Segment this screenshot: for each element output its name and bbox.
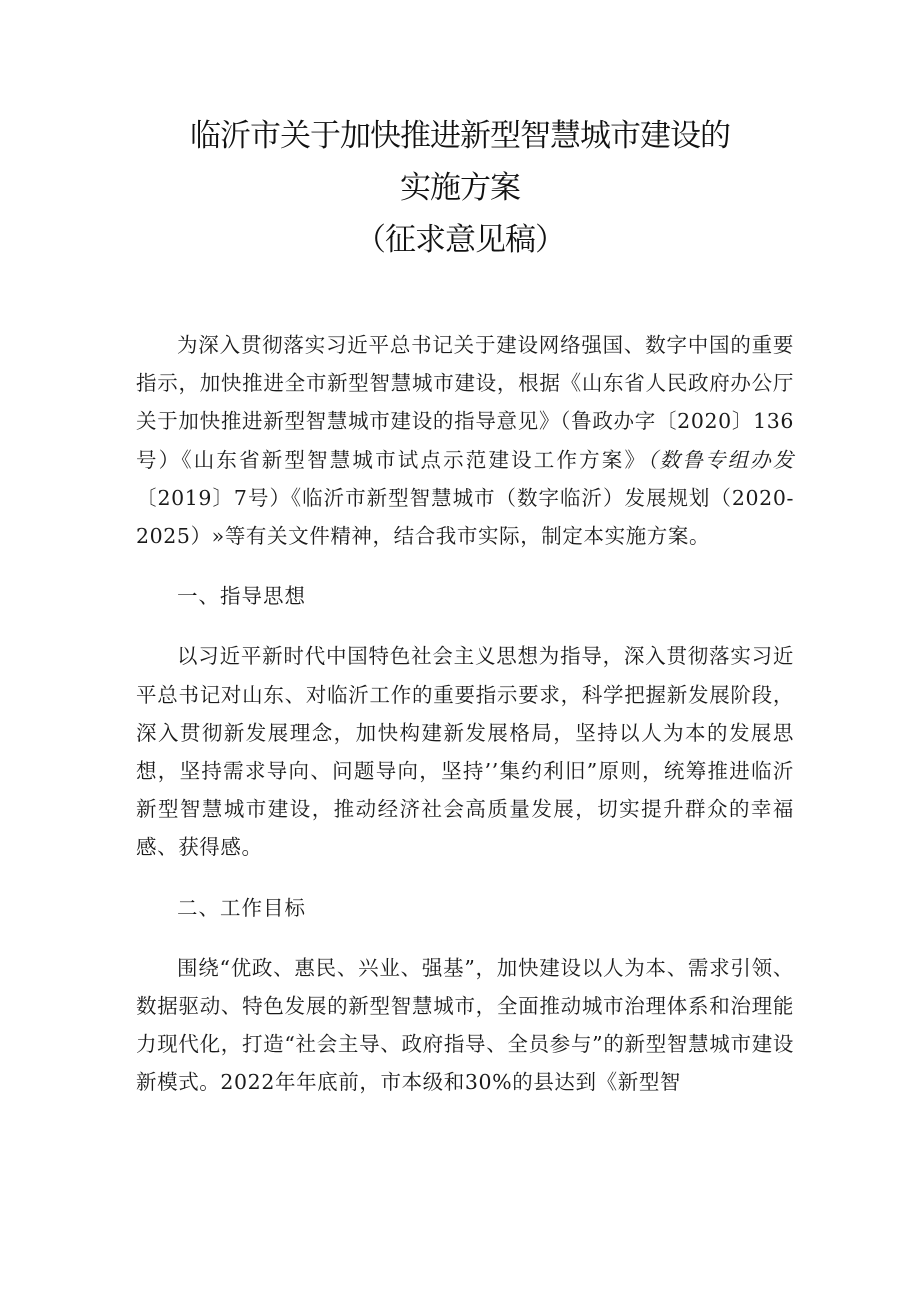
intro-text-italic: （数鲁专组办发 <box>647 447 794 472</box>
intro-paragraph <box>136 326 794 555</box>
title-line-1: 临沂市关于加快推进新型智慧城市建设的 <box>190 118 730 154</box>
section-heading-work-goals: 二、工作目标 <box>177 895 306 920</box>
title-line-3: （征求意见稿） <box>355 222 565 258</box>
section-body-work-goals: 围绕“优政、惠民、兴业、强基”，加快建设以人为本、需求引领、数据驱动、特色发展的新型智慧城市，全面推动城市治理体系和治理能力现代化，打造“社会主导、政府指导、全员参与”的新型智慧城市建设新模式。2022年年底前，市本级和30%的县达到《新型智 <box>136 955 794 1095</box>
intro-text-2: 〔2019〕7号）《临沂市新型智慧城市（数字临沂）发展规划（2020-2025）»等有关文件精神，结合我市实际，制定本实施方案。 <box>136 485 794 549</box>
document-title <box>0 110 920 266</box>
document-body <box>136 326 794 1102</box>
section-heading-guiding-ideology: 一、指导思想 <box>177 584 306 609</box>
intro-text-1: 为深入贯彻落实习近平总书记关于建设网络强国、数字中国的重要指示，加快推进全市新型智慧城市建设，根据《山东省人民政府办公厅关于加快推进新型智慧城市建设的指导意见》（鲁政办字〔2020〕136号）《山东省新型智慧城市试点示范建设工作方案》 <box>136 333 794 472</box>
section-body-guiding-ideology: 以习近平新时代中国特色社会主义思想为指导，深入贯彻落实习近平总书记对山东、对临沂工作的重要指示要求，科学把握新发展阶段，深入贯彻新发展理念，加快构建新发展格局，坚持以人为本的发展思想，坚持需求导向、问题导向，坚持’’集约利旧”原则，统筹推进临沂新型智慧城市建设，推动经济社会高质量发展，切实提升群众的幸福感、获得感。 <box>136 644 794 860</box>
title-line-2: 实施方案 <box>400 170 520 206</box>
